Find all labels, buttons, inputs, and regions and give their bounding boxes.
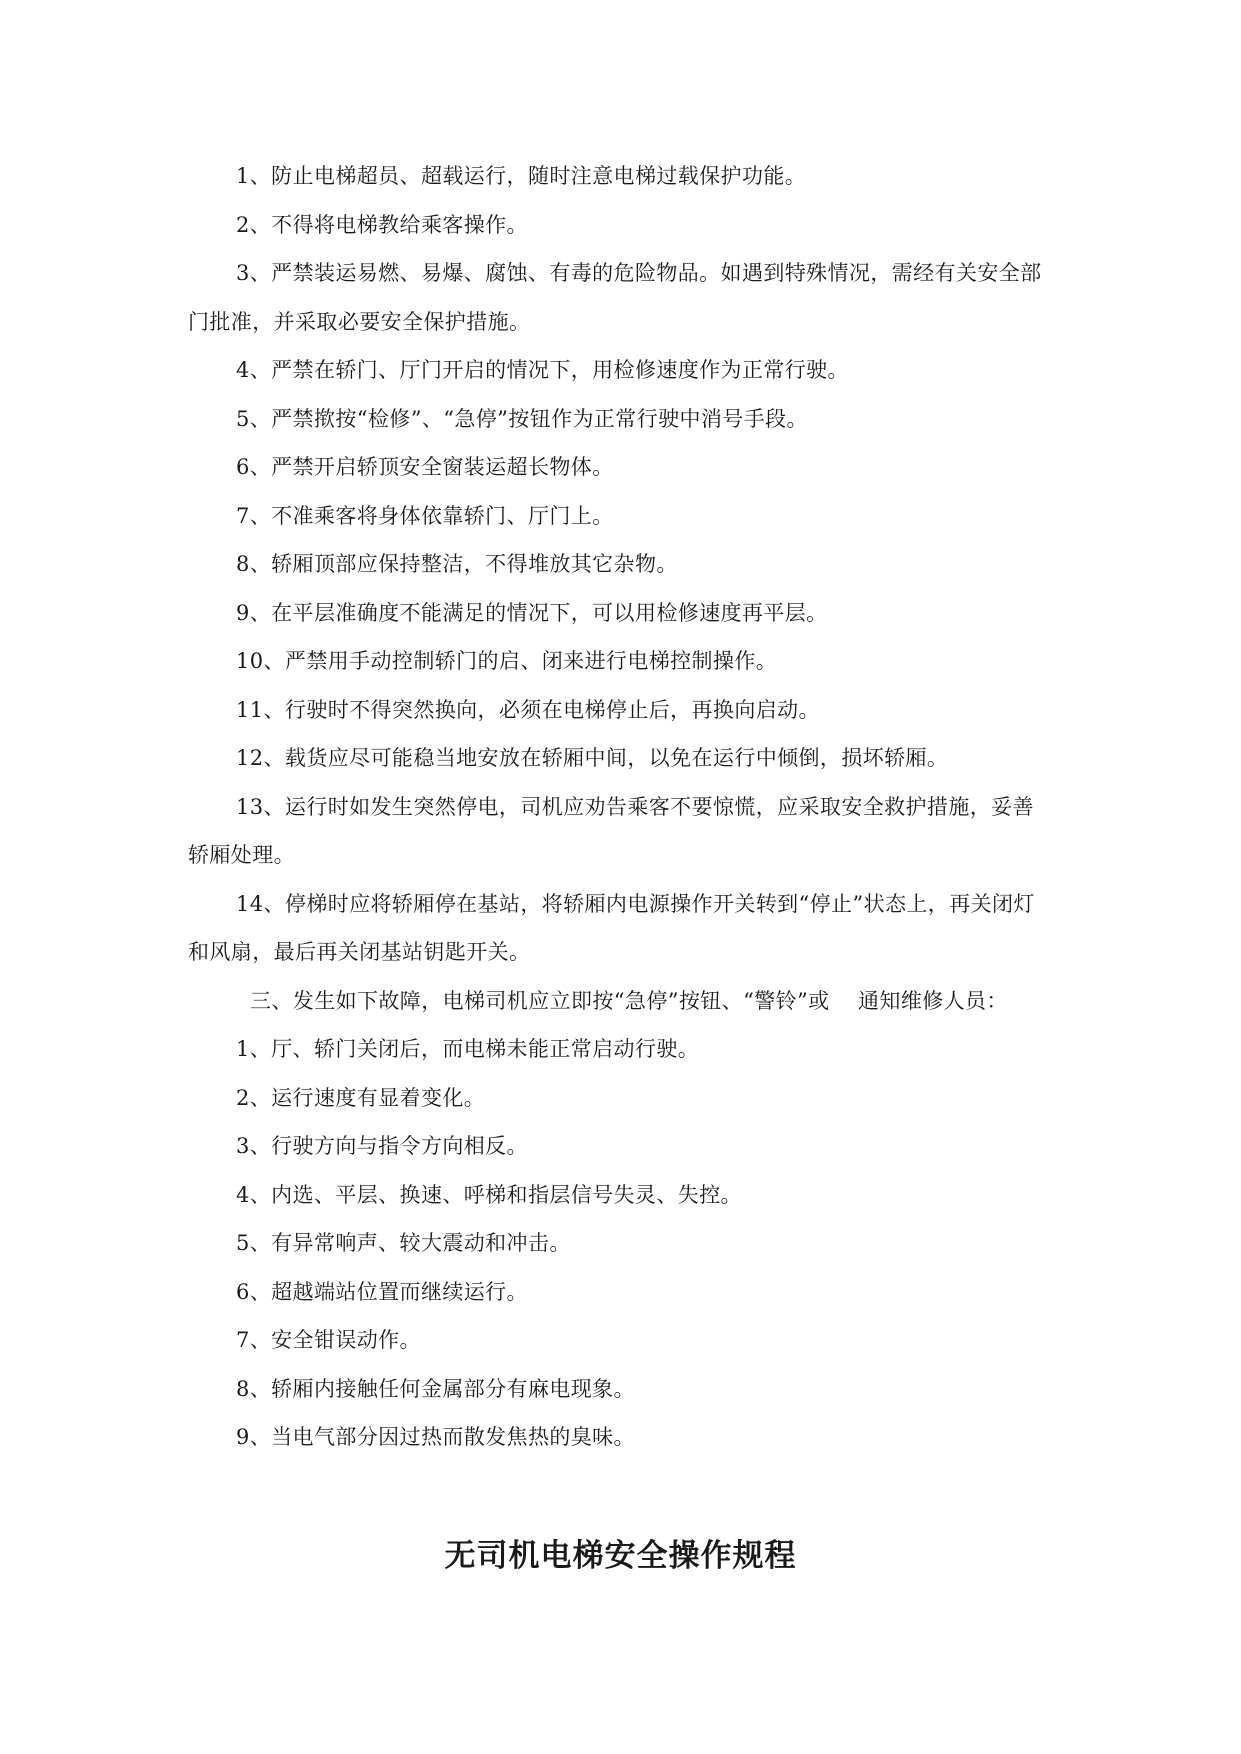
rule-item: 1、防止电梯超员、超载运行，随时注意电梯过载保护功能。: [236, 164, 807, 188]
document-body: [188, 152, 1054, 1462]
rule-item: 4、严禁在轿门、厅门开启的情况下，用检修速度作为正常行驶。: [236, 358, 849, 382]
section-heading: 三、发生如下故障，电梯司机应立即按“急停”按钮、“警铃”或 通知维修人员：: [250, 988, 1008, 1013]
fault-item: 8、轿厢内接触任何金属部分有麻电现象。: [236, 1376, 635, 1401]
rule-item: 7、不准乘客将身体依靠轿门、厅门上。: [236, 503, 614, 528]
fault-item: 1、厅、轿门关闭后，而电梯未能正常启动行驶。: [236, 1037, 700, 1061]
rule-item: 9、在平层准确度不能满足的情况下，可以用检修速度再平层。: [236, 600, 828, 625]
rule-item: 3、严禁装运易燃、易爆、腐蚀、有毒的危险物品。如遇到特殊情况，需经有关安全部门批准，并采取必要安全保护措施。: [188, 261, 1042, 334]
fault-item: 5、有异常响声、较大震动和冲击。: [236, 1231, 571, 1255]
rule-item: 13、运行时如发生突然停电，司机应劝告乘客不要惊慌，应采取安全救护措施，妥善轿厢处理。: [188, 794, 1034, 867]
rule-item: 11、行驶时不得突然换向，必须在电梯停止后，再换向启动。: [236, 697, 820, 722]
fault-item: 7、安全钳误动作。: [236, 1328, 421, 1352]
fault-item: 4、内选、平层、换速、呼梯和指层信号失灵、失控。: [236, 1182, 742, 1207]
rule-item: 6、严禁开启轿顶安全窗装运超长物体。: [236, 455, 614, 479]
rule-item: 14、停梯时应将轿厢停在基站，将轿厢内电源操作开关转到“停止”状态上，再关闭灯和风扇，最后再关闭基站钥匙开关。: [188, 891, 1035, 964]
fault-item: 3、行驶方向与指令方向相反。: [236, 1134, 528, 1158]
rule-item: 12、载货应尽可能稳当地安放在轿厢中间，以免在运行中倾倒，损坏轿厢。: [236, 746, 949, 770]
document-title: 无司机电梯安全操作规程: [444, 1538, 797, 1574]
fault-item: 9、当电气部分因过热而散发焦热的臭味。: [236, 1425, 635, 1449]
rule-item: 5、严禁揿按“检修”、“急停”按钮作为正常行驶中消号手段。: [236, 406, 808, 431]
fault-item: 2、运行速度有显着变化。: [236, 1085, 486, 1110]
rule-item: 8、轿厢顶部应保持整洁，不得堆放其它杂物。: [236, 552, 678, 576]
rule-item: 10、严禁用手动控制轿门的启、闭来进行电梯控制操作。: [236, 649, 778, 673]
fault-item: 6、超越端站位置而继续运行。: [236, 1279, 528, 1304]
rule-item: 2、不得将电梯教给乘客操作。: [236, 212, 528, 237]
